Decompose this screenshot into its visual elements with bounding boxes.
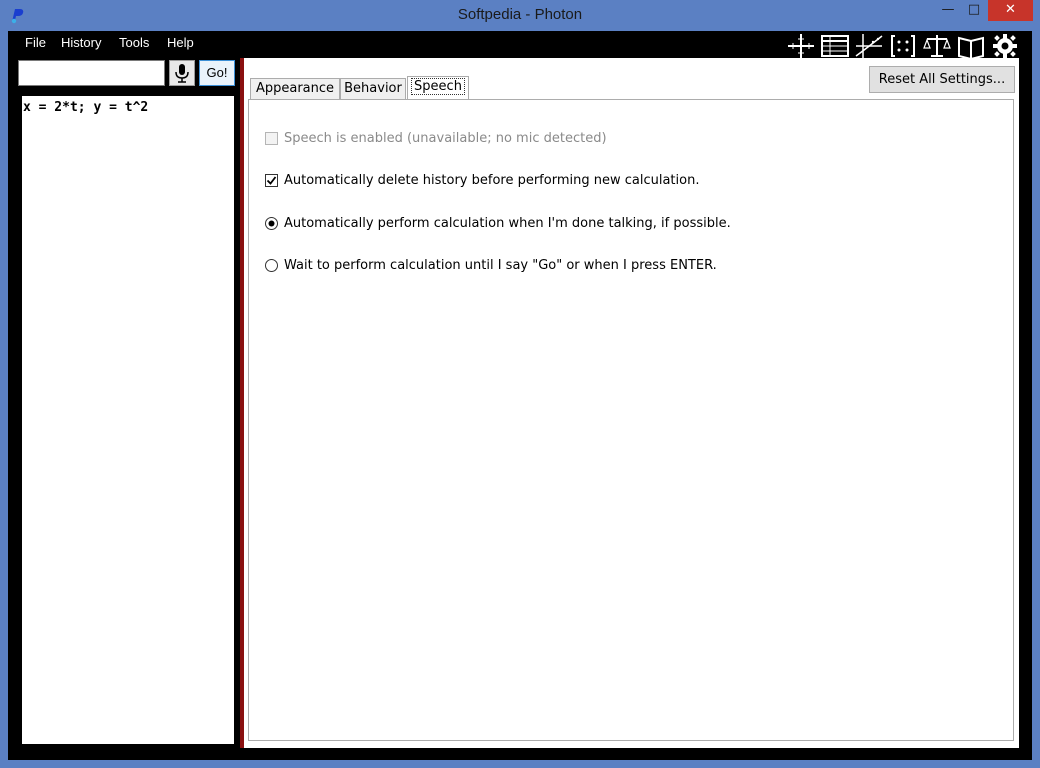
tab-appearance[interactable]: Appearance xyxy=(250,78,340,99)
menu-history[interactable]: History xyxy=(61,35,102,50)
settings-panel xyxy=(244,58,1019,748)
close-button[interactable]: ✕ xyxy=(988,0,1033,21)
radio-circle xyxy=(265,217,278,230)
menu-help[interactable]: Help xyxy=(167,35,194,50)
graph-icon[interactable] xyxy=(853,32,885,60)
minimize-button[interactable]: — xyxy=(941,2,955,17)
checkmark-icon xyxy=(266,175,277,186)
radio-circle xyxy=(265,259,278,272)
axes-icon[interactable] xyxy=(785,32,817,60)
window-client xyxy=(8,31,1032,760)
reset-all-settings-button[interactable]: Reset All Settings... xyxy=(869,66,1015,93)
expression-input[interactable] xyxy=(18,60,165,86)
menu-tools[interactable]: Tools xyxy=(119,35,150,50)
tab-behavior[interactable]: Behavior xyxy=(340,78,406,99)
auto-calculate-label: Automatically perform calculation when I'm done talking, if possible. xyxy=(284,216,731,231)
microphone-icon xyxy=(170,61,194,85)
checkbox-box xyxy=(265,132,278,145)
table-icon[interactable] xyxy=(819,32,851,60)
menu-file[interactable]: File xyxy=(25,35,46,50)
matrix-icon[interactable] xyxy=(887,32,919,60)
scales-icon[interactable] xyxy=(921,32,953,60)
book-icon[interactable] xyxy=(955,32,987,60)
history-panel[interactable] xyxy=(22,96,234,744)
radio-selected-dot-icon xyxy=(266,218,277,229)
tab-speech-label: Speech xyxy=(411,78,465,95)
window-title: Softpedia - Photon xyxy=(457,6,583,23)
title-bar xyxy=(0,0,1040,31)
microphone-button[interactable] xyxy=(169,60,195,86)
go-button[interactable]: Go! xyxy=(199,60,235,86)
gear-icon[interactable] xyxy=(989,32,1021,60)
history-entry[interactable]: x = 2*t; y = t^2 xyxy=(23,100,149,115)
checkbox-box xyxy=(265,174,278,187)
speech-enabled-label: Speech is enabled (unavailable; no mic detected) xyxy=(284,131,607,146)
maximize-button[interactable]: □ xyxy=(967,2,981,17)
speech-tab-content xyxy=(248,99,1014,741)
tab-speech[interactable] xyxy=(407,76,469,99)
wait-for-go-label: Wait to perform calculation until I say "Go" or when I press ENTER. xyxy=(284,258,717,273)
auto-delete-history-label: Automatically delete history before performing new calculation. xyxy=(284,173,700,188)
